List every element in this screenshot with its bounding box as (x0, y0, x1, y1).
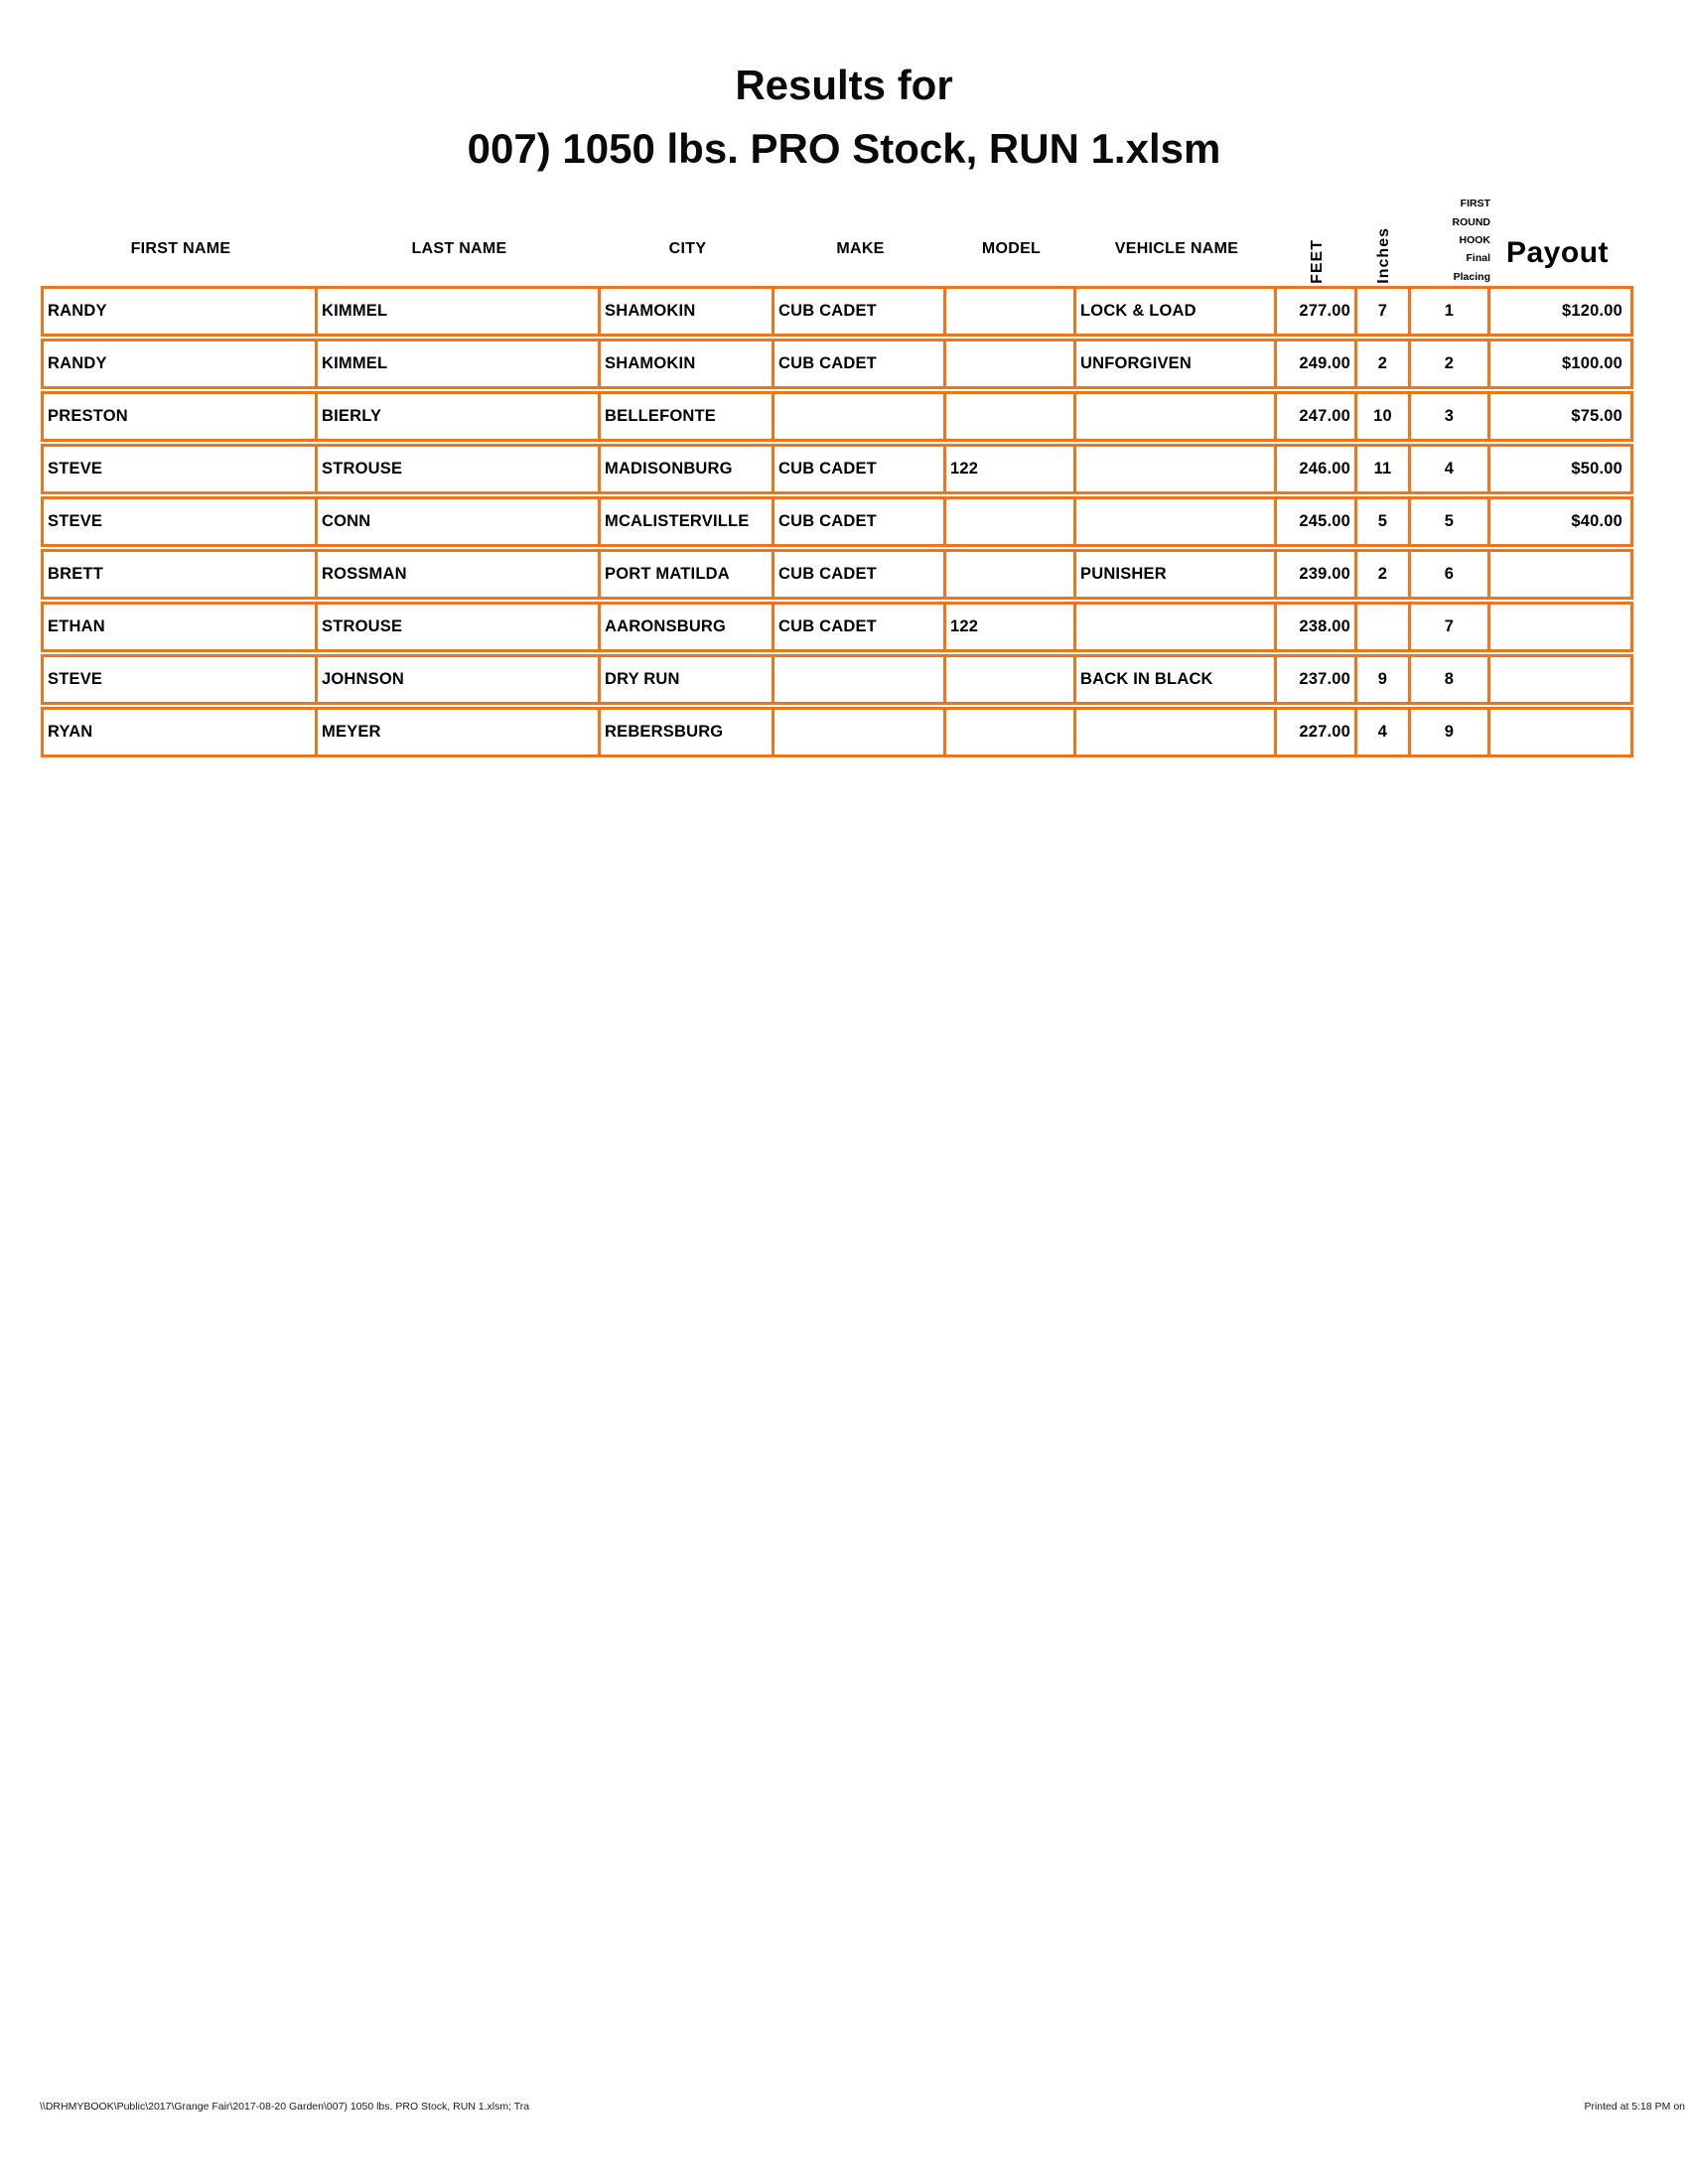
cell-last-name: KIMMEL (318, 341, 601, 386)
cell-vehicle-name: LOCK & LOAD (1076, 289, 1277, 334)
cell-payout (1490, 657, 1630, 702)
page-title-line2: 007) 1050 lbs. PRO Stock, RUN 1.xlsm (467, 125, 1221, 172)
cell-feet: 247.00 (1277, 394, 1357, 439)
cell-first-name: STEVE (44, 447, 318, 491)
column-header-city: CITY (668, 240, 707, 257)
cell-model: 122 (946, 447, 1076, 491)
cell-vehicle-name (1076, 499, 1277, 544)
footer-printed-time: Printed at 5:18 PM on (1584, 2101, 1685, 2113)
cell-placing: 2 (1411, 341, 1490, 386)
results-table-body (41, 286, 1633, 759)
cell-feet: 227.00 (1277, 710, 1357, 754)
cell-payout: $50.00 (1571, 460, 1622, 478)
cell-city: MCALISTERVILLE (601, 499, 774, 544)
cell-payout: $100.00 (1561, 354, 1622, 372)
table-row (41, 654, 1633, 705)
column-header-model: MODEL (981, 240, 1042, 257)
cell-first-name: PRESTON (44, 394, 318, 439)
column-header-inches (1357, 185, 1411, 286)
column-header-make: MAKE (836, 240, 885, 257)
cell-feet: 249.00 (1277, 341, 1357, 386)
column-header-vehicle-name: VEHICLE NAME (1114, 240, 1239, 257)
table-row (41, 286, 1633, 337)
cell-placing: 6 (1411, 552, 1490, 597)
cell-last-name: JOHNSON (318, 657, 601, 702)
placing-header-line: Final (1466, 252, 1490, 265)
cell-placing: 1 (1411, 289, 1490, 334)
cell-model (946, 341, 1076, 386)
cell-last-name: MEYER (318, 710, 601, 754)
cell-inches: 11 (1357, 447, 1411, 491)
cell-last-name: ROSSMAN (318, 552, 601, 597)
cell-city: AARONSBURG (601, 605, 774, 649)
cell-payout (1490, 710, 1630, 754)
cell-last-name: BIERLY (318, 394, 601, 439)
cell-first-name: BRETT (44, 552, 318, 597)
cell-placing: 5 (1411, 499, 1490, 544)
cell-vehicle-name (1076, 710, 1277, 754)
cell-inches: 7 (1357, 289, 1411, 334)
cell-vehicle-name: UNFORGIVEN (1076, 341, 1277, 386)
cell-city: REBERSBURG (601, 710, 774, 754)
cell-make (774, 710, 946, 754)
cell-inches: 5 (1357, 499, 1411, 544)
cell-make: CUB CADET (774, 447, 946, 491)
footer-file-path: \\DRHMYBOOK\Public\2017\Grange Fair\2017-08-20 Garden\007) 1050 lbs. PRO Stock, RUN 1.xlsm; Tra (40, 2101, 530, 2113)
cell-feet: 237.00 (1277, 657, 1357, 702)
cell-feet: 245.00 (1277, 499, 1357, 544)
placing-header-line: HOOK (1459, 233, 1490, 246)
table-row (41, 602, 1633, 652)
cell-city: DRY RUN (601, 657, 774, 702)
cell-make: CUB CADET (774, 341, 946, 386)
cell-first-name: RYAN (44, 710, 318, 754)
cell-city: MADISONBURG (601, 447, 774, 491)
cell-first-name: RANDY (44, 289, 318, 334)
cell-first-name: STEVE (44, 657, 318, 702)
table-row (41, 339, 1633, 389)
cell-last-name: KIMMEL (318, 289, 601, 334)
column-header-payout: Payout (1505, 236, 1610, 269)
cell-payout (1490, 605, 1630, 649)
cell-inches: 9 (1357, 657, 1411, 702)
placing-header-line: Placing (1453, 270, 1490, 283)
cell-model (946, 499, 1076, 544)
cell-city: SHAMOKIN (601, 341, 774, 386)
page-title-line1: Results for (735, 62, 953, 108)
cell-first-name: RANDY (44, 341, 318, 386)
cell-make: CUB CADET (774, 499, 946, 544)
cell-payout (1490, 552, 1630, 597)
cell-vehicle-name (1076, 394, 1277, 439)
cell-inches (1357, 605, 1411, 649)
cell-city: BELLEFONTE (601, 394, 774, 439)
cell-last-name: STROUSE (318, 605, 601, 649)
cell-placing: 9 (1411, 710, 1490, 754)
cell-last-name: STROUSE (318, 447, 601, 491)
cell-inches: 2 (1357, 552, 1411, 597)
cell-model (946, 710, 1076, 754)
cell-payout: $120.00 (1561, 302, 1622, 320)
cell-vehicle-name (1076, 605, 1277, 649)
placing-header-line: ROUND (1452, 215, 1490, 228)
table-row (41, 444, 1633, 494)
cell-feet: 246.00 (1277, 447, 1357, 491)
cell-inches: 4 (1357, 710, 1411, 754)
table-row (41, 391, 1633, 442)
cell-make: CUB CADET (774, 605, 946, 649)
column-header-feet (1277, 185, 1357, 286)
placing-header-line: FIRST (1460, 198, 1490, 210)
cell-placing: 4 (1411, 447, 1490, 491)
table-header-row (41, 185, 1627, 286)
cell-inches: 10 (1357, 394, 1411, 439)
cell-first-name: STEVE (44, 499, 318, 544)
cell-model: 122 (946, 605, 1076, 649)
cell-make (774, 394, 946, 439)
cell-first-name: ETHAN (44, 605, 318, 649)
table-row (41, 707, 1633, 757)
inches-rotated-label: Inches (1375, 227, 1392, 284)
cell-city: SHAMOKIN (601, 289, 774, 334)
cell-make: CUB CADET (774, 552, 946, 597)
cell-feet: 277.00 (1277, 289, 1357, 334)
column-header-first-name: FIRST NAME (130, 240, 231, 257)
cell-city: PORT MATILDA (601, 552, 774, 597)
cell-inches: 2 (1357, 341, 1411, 386)
column-header-first-round-hook-final-placing (1411, 185, 1490, 286)
cell-placing: 3 (1411, 394, 1490, 439)
cell-model (946, 552, 1076, 597)
cell-vehicle-name (1076, 447, 1277, 491)
cell-vehicle-name: PUNISHER (1076, 552, 1277, 597)
cell-make (774, 657, 946, 702)
feet-rotated-label: FEET (1308, 239, 1326, 284)
table-row (41, 549, 1633, 600)
cell-vehicle-name: BACK IN BLACK (1076, 657, 1277, 702)
cell-model (946, 394, 1076, 439)
cell-model (946, 657, 1076, 702)
cell-feet: 238.00 (1277, 605, 1357, 649)
cell-placing: 7 (1411, 605, 1490, 649)
cell-feet: 239.00 (1277, 552, 1357, 597)
cell-model (946, 289, 1076, 334)
cell-placing: 8 (1411, 657, 1490, 702)
cell-payout: $40.00 (1571, 512, 1622, 530)
table-row (41, 496, 1633, 547)
cell-last-name: CONN (318, 499, 601, 544)
cell-payout: $75.00 (1571, 407, 1622, 425)
cell-make: CUB CADET (774, 289, 946, 334)
column-header-last-name: LAST NAME (411, 240, 507, 257)
